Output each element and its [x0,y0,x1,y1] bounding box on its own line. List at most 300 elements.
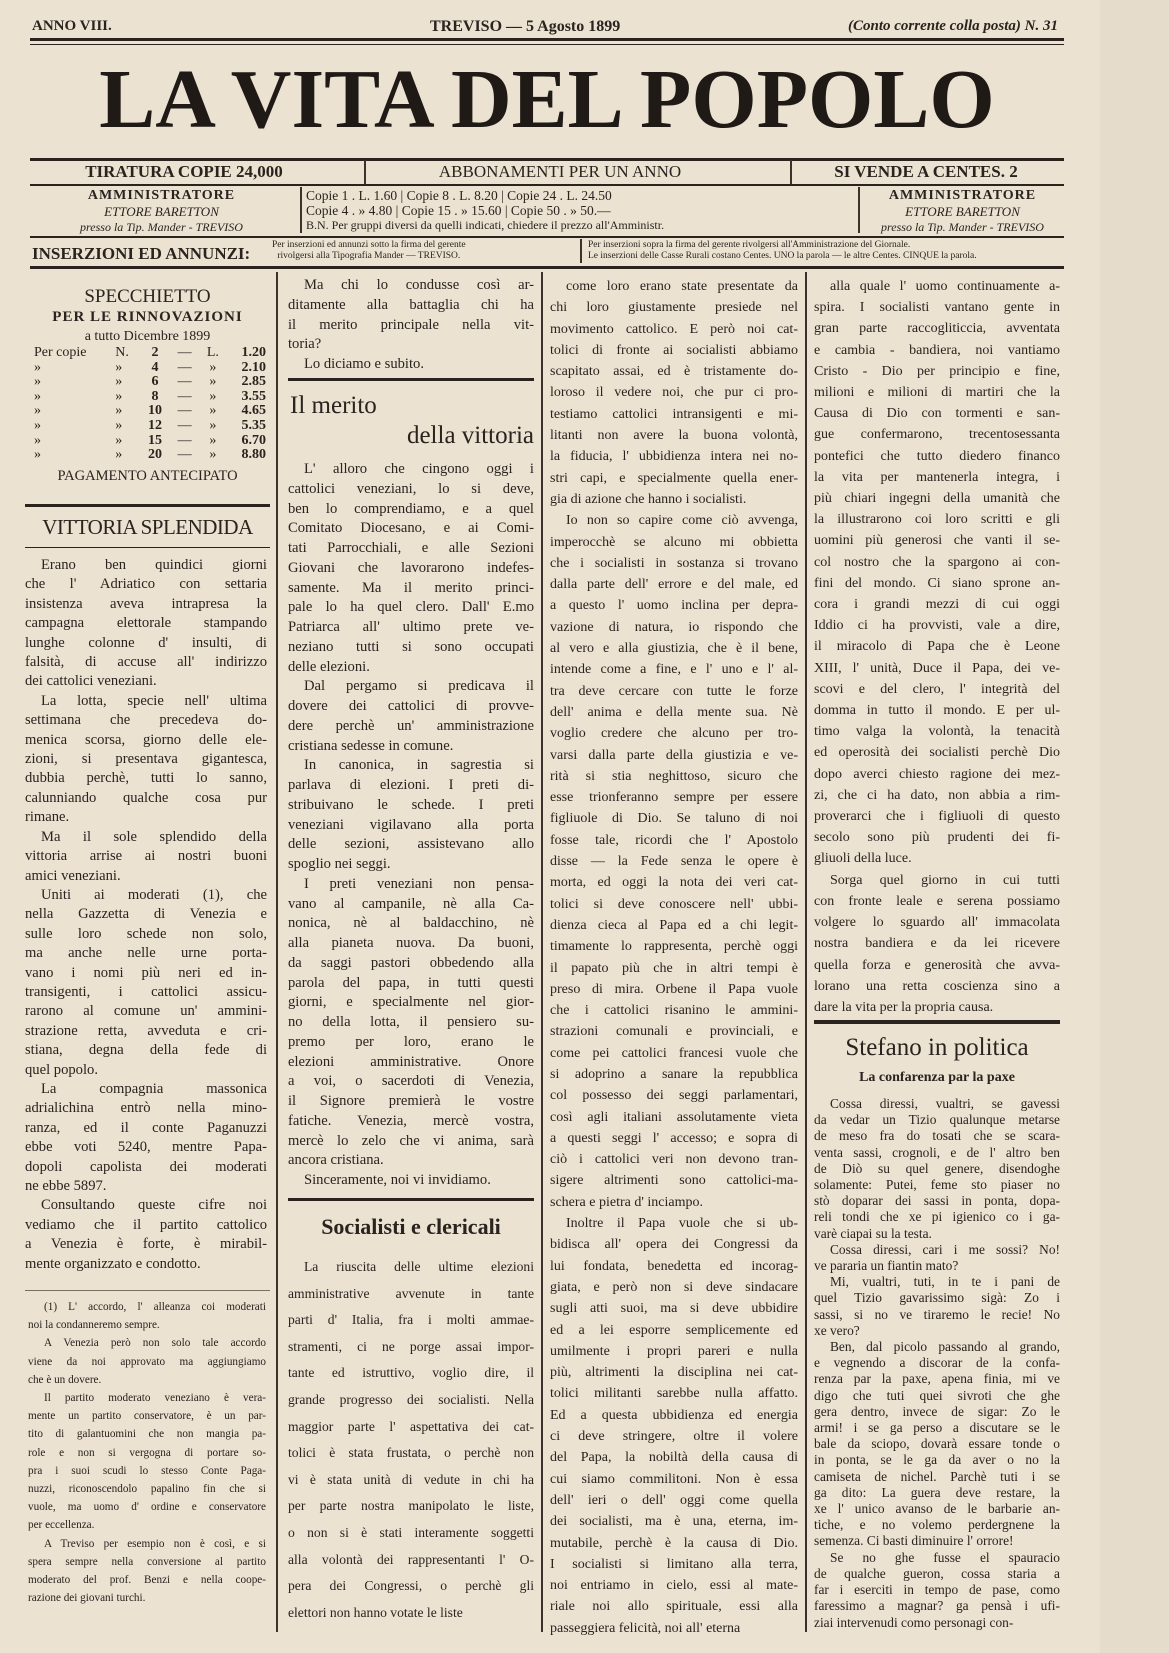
table-cell: » [34,359,41,375]
text-line: timamente lo rappresenta, perchè oggi [550,939,798,955]
table-cell: 15 [148,432,163,448]
table-cell: » [115,432,123,448]
text-line: moderato del prof. Benzi e nella coope- [28,1574,266,1587]
text-line: lorano una retta coscienza sino a [814,978,1060,994]
text-line: zioni, si presentava gigantesca, [25,751,267,768]
text-line: e cambia - bandiera, noi vantiamo [814,342,1060,358]
text-line: Io non so capire come ciò avvenga, [566,513,798,529]
text-line: dienza cieca al Papa ed a chi legit- [550,917,798,933]
text-line: alla volontà dei rappresentanti l' O- [288,1551,534,1567]
text-line: falsità, di accuse all' indirizzo [25,654,267,671]
text-line: dopo averci chiesto ragione dei mez- [814,766,1060,782]
text-line: veneziani vigilavano alla porta [288,816,534,833]
rates-note: B.N. Per gruppi diversi da quelli indicati, chiedere il prezzo all'Amministr. [306,218,665,232]
table-cell: » [115,403,123,419]
text-line: Iddio ci ha provvisti, vale a dire, [814,618,1060,634]
text-line: nostra bandiera e da lei ricevere [814,936,1060,952]
text-line: esse trionferanno sempre per essere [550,790,798,806]
text-line: Comitato Diocesano, e ai Comi- [288,520,534,537]
text-line: Se no ghe fusse el spauracio [830,1549,1060,1565]
text-line: bidisca all' opera dei Congressi da [550,1237,798,1253]
text-line: uomini più generosi che vanti il se- [814,533,1060,549]
text-line: il Signore premierà le vostre [288,1093,534,1109]
table-cell: » [209,432,217,448]
table-row [30,419,270,434]
text-line: col nostro che la spargono ai con- [814,554,1060,570]
text-line: vano al campanile, nè alla Ca- [288,895,534,912]
text-line: vazione di natura, io rispondo che [550,619,798,635]
text-line: Sinceramente, noi vi invidiamo. [304,1172,491,1188]
text-line: tra deve cercare con tutte le forze [550,683,798,699]
text-line: Consultando queste cifre noi [41,1197,267,1214]
table-cell: » [209,447,217,463]
text-line: (1) L' accordo, l' alleanza coi moderati [44,1301,266,1313]
text-line: delle elezioni. [288,658,370,675]
table-cell: » [209,359,217,375]
text-line: movimento cattolico. E però noi cat- [550,321,798,337]
text-line: bale da sciopo, dovarà essare tonde o [814,1436,1060,1452]
text-line: come pei cattolici francesi vuole che [550,1045,798,1061]
text-line: dare la vita per la propria causa. [814,999,994,1015]
text-line: dell' ieri o dell' oggi come quella [550,1492,798,1508]
text-line: XIII, l' unità, Duce il Papa, dei ve- [814,660,1060,676]
text-line: tolici si deve conoscere nell' ubbi- [550,896,798,912]
table-cell: » [34,417,41,433]
text-line: ve pararia un fiantin mato? [814,1258,959,1274]
admin-address: presso la Tip. Mander - TREVISO [80,220,243,234]
text-line: tiche, e no volemo perdergnene la [814,1517,1060,1533]
text-line: ditamente alla battaglia chi ha [288,296,534,313]
stefano-subtitle: La confarenza par la paxe [859,1070,1015,1085]
headline-merito-2: della vittoria [406,422,534,449]
article-socialisti-end [814,276,1060,1018]
divider [30,184,1064,186]
divider [30,38,1064,41]
text-line: a questo l' uomo inclina per depra- [550,598,798,614]
text-line: samente. Ma il merito princi- [288,579,534,596]
issue-year: ANNO VIII. [32,18,112,34]
table-cell: » [34,447,41,463]
text-line: viene da noi approvato ma aggiungiamo [28,1355,266,1368]
text-line: Ed a questa ubbidienza ed energia [550,1407,798,1423]
divider [25,1290,270,1291]
text-line: ci deve stringere, oltre il volere [550,1429,798,1445]
text-line: Giovani che lavorarono indefes- [288,559,534,576]
text-line: ben lo comprendiamo, e a quel [288,500,534,517]
renewal-table [30,346,270,463]
text-line: tante ed istruttivo, voglio dire, il [288,1365,534,1381]
text-line: I preti veneziani non pensa- [304,875,534,892]
text-line: con fronte leale e serena possiamo [814,893,1060,909]
table-cell: 2.85 [241,374,266,390]
text-line: tolici è stata frustata, o perchè non [288,1445,534,1461]
text-line: la vita per mantenerla integra, i [814,469,1060,485]
text-line: tolici militanti sarebbe nulla affatto. [550,1386,798,1402]
table-cell: » [209,374,217,390]
text-line: xe l' unico avanso de le barbarie an- [814,1501,1060,1517]
text-line: ranza, ed il conte Paganuzzi [25,1119,267,1136]
text-line: pontefici che tutto diedero financo [814,448,1060,464]
text-line: dei socialisti, ma è una, eterna, im- [550,1514,798,1530]
text-line: scovi e del clero, l' integrità del [814,681,1060,697]
text-line: rimane. [25,809,70,826]
text-line: da vedar un Tizio qualunque metarse [814,1112,1060,1128]
text-line: Sorga quel giorno in cui tutti [830,872,1060,888]
headline-merito-1: Il merito [290,392,377,419]
text-line: renza par la paxe, apena finia, mi ve [814,1371,1060,1387]
text-line: fini del mondo. Ci siano sprone an- [814,575,1060,591]
text-line: lui fondata, benedetta ed incorag- [550,1258,798,1274]
article-merito-body [288,460,534,1191]
text-line: dovere dei cattolici di provve- [288,698,534,714]
text-line: spoglio nei seggi. [288,856,391,872]
table-cell: Per copie [34,345,87,360]
column-divider [276,272,278,1632]
article-vittoria-body [25,556,267,1274]
text-line: insistenza aveva intrapresa la [25,595,267,612]
text-line: a voi, o sacerdoti di Venezia, [288,1073,534,1090]
table-row [30,375,270,390]
circulation: TIRATURA COPIE 24,000 [85,162,283,181]
table-cell: N. [115,345,129,360]
text-line: fatiche. Venezia, mercè vostra, [288,1112,534,1129]
text-line: strazione retta, avveduta e cri- [25,1022,267,1039]
text-line: campagna elettorale stampando [25,615,267,632]
table-cell: — [177,432,192,448]
text-line: più chiari ingegni della umanità che [814,491,1060,507]
table-cell: » [115,374,123,390]
text-line: role e non si vergogna di portare so- [28,1446,266,1459]
table-cell: 4.65 [241,403,266,419]
divider [814,1020,1060,1024]
headline-socialisti: Socialisti e clericali [321,1214,501,1239]
text-line: loroso il vedere noi, che pur ci pro- [550,385,798,401]
article-socialisti-continued [550,276,798,1639]
text-line: digo che tuti quei sivroti che ghe [814,1387,1060,1403]
text-line: Cossa diressi, cari i me sossi? No! [830,1241,1060,1257]
text-line: cattolici veneziani, lo si deve, [288,480,534,497]
text-line: ga dito: La guera deve restare, la [814,1484,1060,1500]
newspaper-title: LA VITA DEL POPOLO [99,53,995,146]
text-line: cora i grandi mezzi di cui oggi [814,597,1060,613]
text-line: morta, ed oggi la nota dei veri cat- [550,875,798,891]
text-line: maggior parte l' aspettativa dei cat- [288,1418,534,1434]
text-line: figliuole di Dio. Se taluno di noi [550,811,798,827]
text-line: Ben, dal picolo passando al grando, [830,1339,1060,1355]
text-line: ed a lei esporre semplicemente ed [550,1322,798,1338]
text-line: de Diò su quel genere, disendoghe [814,1160,1060,1176]
text-line: La riuscita delle ultime elezioni [304,1259,534,1274]
text-line: stiana, degna della fede di [25,1042,267,1059]
table-cell: — [177,403,192,419]
table-cell: » [209,403,217,419]
text-line: e vegnendo a discorar de la confa- [814,1355,1060,1371]
admin-name: ETTORE BARETTON [905,204,1020,219]
table-row [30,448,270,463]
text-line: camiseta de nichel. Parchè tuti i se [814,1468,1060,1484]
text-line: che i socialisti in sostanza si trovano [550,555,798,571]
text-line: preso di mira. Orbene il Papa vuole [550,981,798,997]
table-cell: — [177,447,192,463]
text-line: solamente: Putei, feme sto piaser no [814,1177,1060,1193]
text-line: quella forza e generosità che avva- [814,957,1060,973]
rates-line: Copie 1 . L. 1.60 | Copie 8 . L. 8.20 | Copie 24 . L. 24.50 [306,188,612,203]
ads-label: INSERZIONI ED ANNUNZI: [32,244,251,263]
text-line: mente organizzato e condotto. [25,1255,201,1272]
text-line: sigere altrimenti sono cattolici-ma- [550,1173,798,1189]
text-line: razione dei giovani turchi. [28,1592,146,1605]
ads-info-right [588,240,977,262]
text-line: litanti non avere la buona volontà, [550,428,798,444]
text-line: Erano ben quindici giorni [41,557,267,573]
table-row [30,361,270,376]
text-line: Causa di Dio con tormenti e san- [814,406,1060,422]
table-cell: » [209,388,217,404]
text-line: il papato più che in altri tempi è [550,960,798,976]
ads-info-left [272,240,466,262]
text-line: noi entriamo in cielo, essi al mate- [550,1578,798,1594]
text-line: sulle loro schede non solo, [25,925,267,942]
text-line: del Papa, la nobiltà della causa di [550,1450,798,1466]
text-line: la fiducia, l' ubbidienza intera nei no- [550,449,798,465]
text-line: amici veneziani. [25,867,121,884]
text-line: far i eserciti in tempo de pase, como [814,1582,1060,1598]
text-line: ciò i cattolici veri non devono tran- [550,1152,798,1168]
table-cell: — [177,374,192,390]
text-line: passeggiera felicità, noi all' eterna [550,1620,741,1636]
subscriptions-heading: ABBONAMENTI PER UN ANNO [438,162,682,181]
text-line: al vero e alla giustizia, che è il bene, [550,641,798,657]
table-cell: 12 [148,417,163,433]
table-row [30,404,270,419]
text-line: toria? [288,336,322,353]
text-line: La lotta, specie nell' ultima [41,692,267,709]
divider [364,160,366,184]
text-line: Dal pergamo si predicava il [304,678,534,695]
text-line: settimana che precedeva do- [25,712,267,729]
text-line: dopoli capolista dei moderati [25,1158,267,1175]
text-line: A Treviso per esempio non è così, e si [44,1537,266,1550]
table-cell: 2 [151,345,159,360]
table-cell: — [177,345,192,360]
text-line: che i cattolici risanino le ammini- [550,1003,798,1019]
text-line: il miracolo di Papa che è Leone [814,639,1060,655]
text-line: scapitato assai, ed è tristamente do- [550,364,798,380]
text-line: L' alloro che cingono oggi i [304,461,534,477]
divider [30,266,1064,269]
column-divider [805,272,807,1632]
text-line: o non si è stati interamente soggetti [288,1524,534,1540]
text-line: così agli italiani assolutamente vieta [550,1109,798,1125]
text-line: zi, che ci ha dato, non abbia a rim- [814,787,1060,803]
article-socialisti-body [288,1254,534,1626]
divider [790,160,792,184]
admin-title: AMMINISTRATORE [87,188,236,203]
divider [30,44,1064,45]
text-line: strazioni comunali e provinciali, e [550,1024,798,1040]
text-line: riale noi allo spirituale, essi alla [550,1599,798,1615]
text-line: A Venezia però non solo tale accordo [44,1337,266,1350]
table-cell: » [115,447,123,463]
article-stefano-body [814,1096,1060,1631]
text-line: il merito principale nella vit- [288,316,534,333]
text-line: Il partito moderato veneziano è vera- [44,1392,266,1405]
table-cell: 3.55 [241,388,266,404]
text-line: a questi seggi l' accesso; e sopra di [550,1130,798,1146]
table-cell: 8 [151,388,159,404]
headline-stefano: Stefano in politica [845,1034,1029,1061]
text-line: Inoltre il Papa vuole che si ub- [566,1216,798,1232]
text-line: alla quale l' uomo continuamente a- [830,279,1060,294]
text-line: in ponta, se le ga da aver o no la [814,1452,1060,1468]
text-line: a Venezia è forte, è mirabil- [25,1236,267,1253]
text-line: neziano tutti si sono occupati [288,638,534,655]
divider [25,547,270,548]
text-line: vi è stata unità di vedute in chi ha [288,1471,534,1487]
table-cell: » [115,417,123,433]
text-line: chi loro giustamente presiede nel [550,300,798,316]
ads-line: Per inserzioni ed annunzi sotto la firma del gerente [272,240,466,250]
text-line: premo per loro, erano le [288,1033,534,1050]
text-line: che l' Adriatico con settaria [25,576,267,593]
payment-note: PAGAMENTO ANTECIPATO [57,468,238,484]
text-line: elettori non hanno votate le liste [288,1604,463,1620]
table-cell: 6 [151,374,159,390]
text-line: ancora cristiana. [288,1152,384,1169]
table-row [30,390,270,405]
text-line: nuzzi, riconoscendolo papalino fin che si [28,1483,266,1496]
text-line: gliuoli della luce. [814,851,912,867]
text-line: Mi, vualtri, tuti, in te i pani de [830,1274,1060,1290]
table-cell: » [34,432,41,448]
text-line: gran parte raccogliticcia, avventata [814,321,1060,337]
text-line: noi la condanneremo sempre. [28,1319,160,1332]
text-line: venta sassi, crognoli, e de l' altro ben [814,1144,1060,1160]
text-line: reli tondi che xe pi igienico co i ga- [814,1209,1060,1225]
text-line: milioni e milioni di martiri che la [814,385,1060,401]
price: SI VENDE A CENTES. 2 [834,162,1018,181]
text-line: Uniti ai moderati (1), che [41,886,267,903]
text-line: Cossa diressi, vualtri, se gavessi [830,1096,1060,1111]
table-cell: » [115,388,123,404]
text-line: tolici di fronte ai socialisti abbiamo [550,342,798,358]
table-cell: » [115,359,123,375]
text-line: vediamo che il partito cattolico [25,1216,267,1233]
text-line: mercè lo zelo che vi anima, sarà [288,1132,534,1149]
text-line: pra i suoi scudi lo stesso Conte Paga- [28,1464,266,1477]
table-cell: 2.10 [241,359,266,375]
text-line: giata, e però non si deve sindacare [550,1279,798,1295]
footnote [28,1298,266,1607]
text-line: proverarci che i figliuoli di questo [814,809,1060,825]
specchietto-until: a tutto Dicembre 1899 [84,329,211,344]
table-cell: — [177,388,192,404]
text-line: secolo sono più prudenti dei fi- [814,830,1060,846]
admin-right [860,188,1065,235]
text-line: per parte nostra manipolato le liste, [288,1498,534,1514]
table-cell: » [34,403,41,419]
text-line: tati Parrocchiali, e alle Sezioni [288,540,534,556]
column-divider [541,272,543,1632]
table-cell: » [209,417,217,433]
text-line: più, altrimenti la disciplina nei cat- [550,1365,798,1381]
text-line: Ma chi lo condusse così ar- [304,277,534,293]
text-line: volgere lo sguardo all' immacolata [814,915,1060,931]
text-line: fosse tale, ricordi che l' Apostolo [550,832,798,848]
divider [580,239,582,263]
text-line: sugli atti suoi, ma si deve ubbidire [550,1301,798,1317]
table-cell: 10 [148,403,163,419]
text-line: parola del papa, in tutti questi [288,974,534,991]
text-line: rità si stia neghittoso, sicuro che [550,768,798,784]
text-line: alla pianeta nuova. Da buoni, [288,935,534,951]
text-line: spera sempre nella conversione al partito [28,1555,266,1568]
text-line: intende come a fine, e l' uno e l' al- [550,662,798,678]
ads-line: Le inserzioni delle Casse Rurali costano Centes. UNO la parola — le altre Centes. CINQUE la parola. [588,251,977,261]
text-line: de qualche gueron, cossa staria a [814,1565,1060,1581]
text-line: Cristo - Dio per principio e fine, [814,363,1060,379]
text-line: timo valga la volontà, la tenacità [814,724,1060,740]
text-line: vuole, ma uomo d' ordine e conservatore [28,1501,266,1514]
text-line: dalla parte dell' errore e del male, ed [550,577,798,593]
text-line: In canonica, in sagrestia si [304,757,534,774]
text-line: disse — la Fede senza le opere è [550,854,798,870]
divider [300,187,302,233]
text-line: vano i nomi più neri ed in- [25,964,267,981]
specchietto-title: SPECCHIETTO [84,286,211,307]
text-line: Ma il sole splendido della [41,828,267,845]
text-line: giorni, e specialmente nel gior- [288,994,534,1011]
text-line: semenza. Ci basti diminuire l' orrore! [814,1533,1014,1549]
ads-line: rivolgersi alla Tipografia Mander — TREVISO. [277,251,461,261]
headline-vittoria: VITTORIA SPLENDIDA [42,515,253,539]
text-line: sassi, si no ve tiraremo le recie! No [814,1306,1060,1322]
article-vittoria-continued [288,276,534,375]
text-line: La compagnia massonica [41,1080,267,1097]
text-line: dell' anima e della mente sua. Nè [550,704,798,720]
admin-address: presso la Tip. Mander - TREVISO [881,220,1044,234]
text-line: parlava di elezioni. I preti di- [288,777,534,793]
text-line: varsi dalla parte della giustizia e ve- [550,747,798,763]
divider [30,158,1064,161]
text-line: ed operosità dei socialisti perchè Dio [814,745,1060,761]
text-line: amministrative avvenute in tante [288,1285,534,1301]
table-cell: » [34,388,41,404]
text-line: no della lotta, il pensiero su- [288,1014,534,1030]
text-line: xe vero? [814,1322,860,1338]
ads-line: Per inserzioni sopra la firma del gerente rivolgersi all'Amministrazione del Giornale. [588,240,911,250]
text-line: mutabile, perchè è la causa di Dio. [550,1535,798,1551]
text-line: cui siamo commilitoni. Non è essa [550,1471,798,1487]
table-cell: 4 [151,359,159,375]
text-line: gue confermarono, trecentosessanta [814,427,1060,443]
text-line: rarono al comune un' ammini- [25,1003,267,1020]
text-line: ziai intervenudi como personagi con- [814,1614,1014,1630]
text-line: varè ciapai su la testa. [814,1225,932,1241]
text-line: grande progresso dei socialisti. Nella [288,1391,534,1407]
text-line: da saggi pastori obbedendo alla [288,954,534,971]
text-line: cristiana sedesse in comune. [288,737,454,754]
text-line: calunniando qualche cosa pur [25,789,267,806]
text-line: Lo diciamo e subito. [304,356,424,373]
text-line: quel Tizio gavarissimo sigà: Zo i [814,1290,1060,1306]
text-line: stò doparar dei sassi in ponta, dopa- [814,1193,1060,1209]
text-line: faressimo a magnar? ga pensà i ufi- [814,1598,1060,1614]
text-line: tito di galantuomini che non mangia pa- [28,1428,266,1441]
text-line: de meso fra do tosati che se scara- [814,1128,1060,1144]
text-line: transigenti, i cattolici assicu- [25,983,267,1000]
text-line: nella Gazzetta di Venezia e [25,906,267,923]
